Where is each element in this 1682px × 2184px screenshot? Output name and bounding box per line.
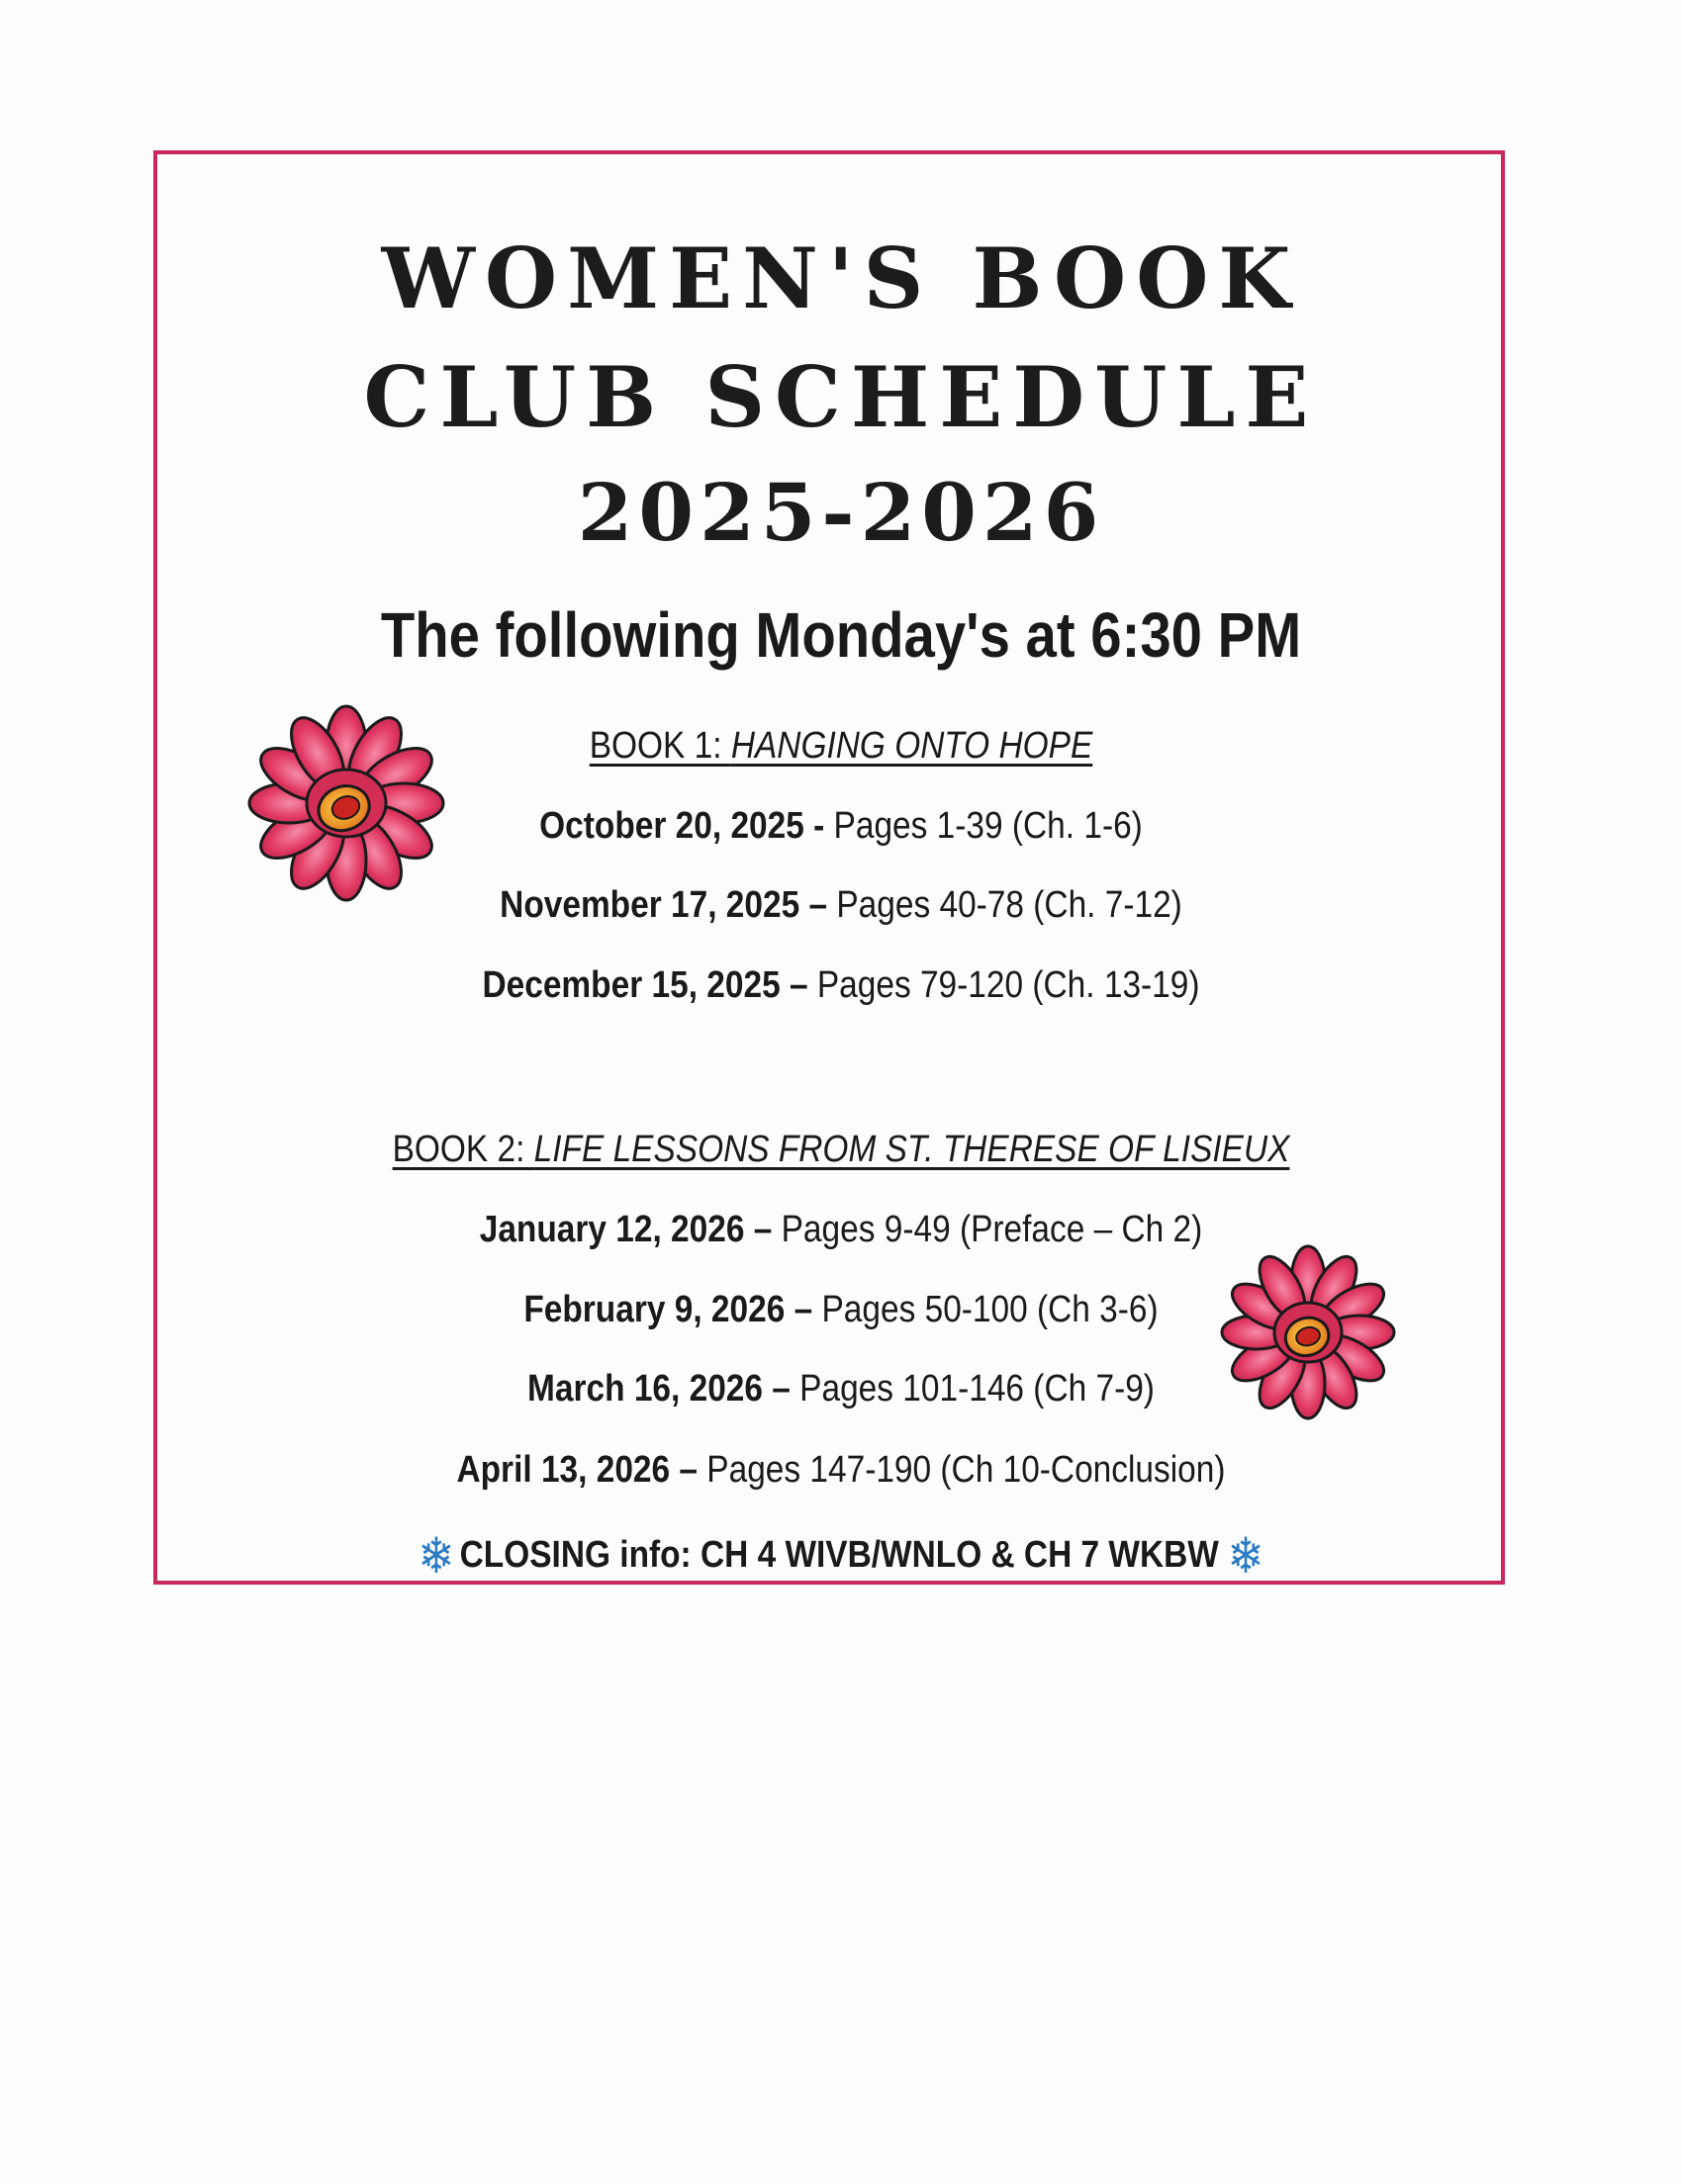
session-separator: – xyxy=(763,1368,800,1410)
title-year-range: 2025-2026 xyxy=(577,466,1105,559)
snowflake-icon: ❄ xyxy=(1227,1527,1264,1585)
book-1-prefix: BOOK 1: xyxy=(589,725,731,767)
session-date: December 15, 2025 xyxy=(482,964,781,1006)
session-date: March 16, 2026 xyxy=(527,1368,764,1410)
session-pages: Pages 9-49 (Preface – Ch 2) xyxy=(781,1209,1203,1250)
session-pages: Pages 40-78 (Ch. 7-12) xyxy=(836,884,1182,926)
book-2-title: LIFE LESSONS FROM ST. THERESE OF LISIEUX xyxy=(533,1129,1290,1170)
book-1-title: HANGING ONTO HOPE xyxy=(730,725,1093,767)
title-line-1: WOMEN'S BOOK xyxy=(381,229,1301,327)
session-separator: – xyxy=(785,1289,822,1330)
session-date: February 9, 2026 xyxy=(523,1289,786,1330)
snowflake-icon: ❄ xyxy=(418,1527,455,1585)
book-1-session xyxy=(101,966,1581,1004)
session-separator: - xyxy=(803,805,834,847)
book-1-session xyxy=(101,807,1581,845)
book-2-prefix: BOOK 2: xyxy=(392,1129,534,1170)
session-pages: Pages 1-39 (Ch. 1-6) xyxy=(833,805,1143,847)
closing-info xyxy=(101,1527,1581,1585)
session-separator: – xyxy=(670,1449,707,1491)
book-2-heading xyxy=(101,1131,1581,1168)
meeting-time-subtitle: The following Monday's at 6:30 PM xyxy=(380,599,1302,671)
book-1-heading xyxy=(101,727,1581,765)
session-date: November 17, 2025 xyxy=(500,884,800,926)
book-1-session xyxy=(101,886,1581,924)
session-date: October 20, 2025 xyxy=(539,805,804,847)
session-separator: – xyxy=(780,964,817,1006)
book-2-session xyxy=(101,1211,1581,1248)
closing-info-text: CLOSING info: CH 4 WIVB/WNLO & CH 7 WKBW xyxy=(459,1534,1219,1576)
session-pages: Pages 101-146 (Ch 7-9) xyxy=(799,1368,1155,1410)
session-pages: Pages 147-190 (Ch 10-Conclusion) xyxy=(706,1449,1226,1491)
book-2-session xyxy=(101,1451,1581,1489)
session-separator: – xyxy=(799,884,837,926)
title-line-2: CLUB SCHEDULE xyxy=(363,348,1319,446)
session-pages: Pages 50-100 (Ch 3-6) xyxy=(821,1289,1159,1330)
book-2-session xyxy=(101,1370,1581,1408)
session-separator: – xyxy=(744,1209,782,1250)
session-pages: Pages 79-120 (Ch. 13-19) xyxy=(816,964,1200,1006)
session-date: April 13, 2026 xyxy=(456,1449,671,1491)
session-date: January 12, 2026 xyxy=(479,1209,745,1250)
book-2-session xyxy=(101,1291,1581,1328)
